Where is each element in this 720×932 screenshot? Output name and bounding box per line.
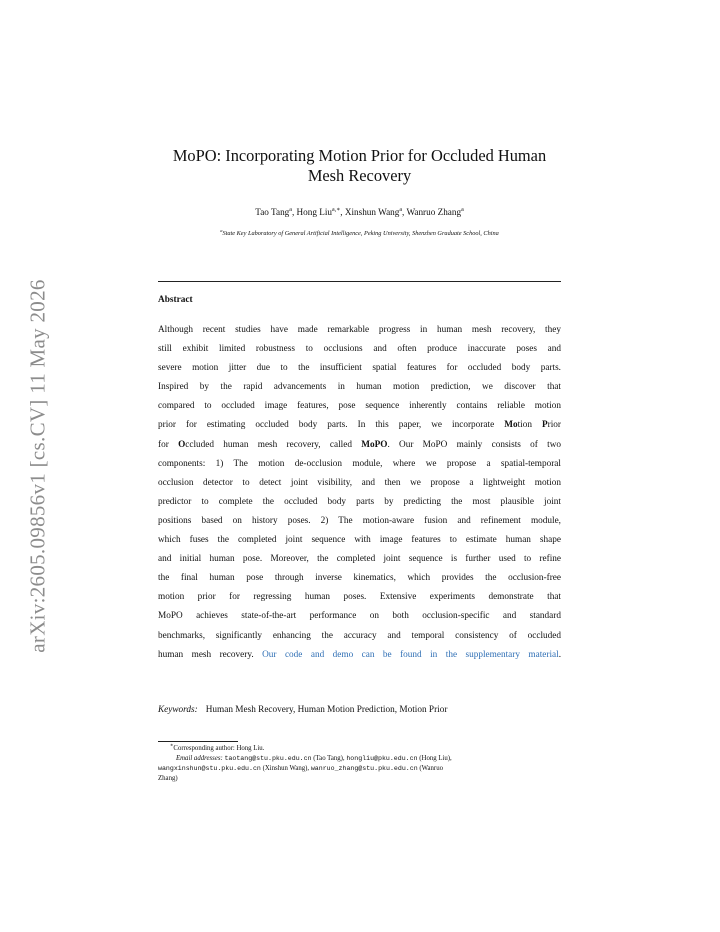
abstract-heading: Abstract [158,295,193,305]
author-list: Tao Tang$^a$, Hong Liu$^{a,∗}$, Xinshun Wang$^a$, Wanruo Zhang$^a$ [255,206,464,217]
mopo-emphasis: O [178,439,186,450]
email-link[interactable]: wanruo_zhang@stu.pku.edu.cn [310,765,418,772]
corresponding-author-note [158,744,561,754]
footnote-text: Corresponding author: Hong Liu. [173,745,265,752]
paper-title [158,146,561,186]
author-name: Tao Tang [255,207,290,217]
abstract-text: . Our MoPO mainly consists of two [387,439,562,450]
author-mark: a,∗ [332,206,341,213]
email-addresses-note-cont [158,764,561,774]
author-mark: a [461,206,464,213]
abstract-body [158,321,561,665]
email-label: Email addresses: [176,755,223,762]
abstract-line: MoPO achieves state-of-the-art performance on both occlusion-specific and standard [158,611,561,622]
abstract-line: compared to occluded image features, pose sequence inherently contains reliable motion [158,401,561,412]
mopo-emphasis: P [542,420,548,431]
email-owner: (Tao Tang), [313,755,345,762]
footnote-mark: ∗ [170,743,174,749]
email-owner: (Xinshun Wang), [262,765,310,772]
mopo-emphasis: MoPO [361,439,388,450]
author-name: Wanruo Zhang [406,207,462,217]
keywords-text: Human Mesh Recovery, Human Motion Prediction, Motion Prior [205,705,448,715]
email-addresses-note-end [158,774,561,784]
abstract-line: which fuses the completed joint sequence with image features to estimate human shape [158,535,561,546]
footnote-rule [158,741,238,742]
abstract-line: benchmarks, significantly enhancing the accuracy and temporal consistency of occluded [158,630,561,641]
affiliation-text: State Key Laboratory of General Artificial Intelligence, Peking University, Shenzhen Graduate School, China [222,230,499,237]
abstract-line: severe motion jitter due to the insufficient spatial features for occluded body parts. [158,363,561,374]
abstract-line [158,436,561,455]
author-name: Xinshun Wang [344,207,400,217]
email-owner: (Wanruo [419,765,443,772]
abstract-line [158,416,561,435]
author-name: Hong Liu [296,207,333,217]
keywords [158,705,561,715]
abstract-text: prior for estimating occluded body parts. In this paper, we incorporate [158,420,495,431]
title-line-2: Mesh Recovery [307,166,412,185]
abstract-text: for [158,439,179,450]
email-link[interactable]: hongliu@pku.edu.cn [346,755,418,762]
abstract-line [158,646,561,665]
abstract-line: motion prior for regressing human poses. Extensive experiments demonstrate that [158,592,561,603]
abstract-text: human mesh recovery. [158,649,254,660]
abstract-top-rule [158,281,561,282]
affiliation-mark: a [220,227,223,233]
email-addresses-note [158,754,561,764]
abstract-line: Inspired by the rapid advancements in human motion prediction, we discover that [158,382,561,393]
abstract-line: components: 1) The motion de-occlusion module, where we propose a spatial-temporal [158,458,561,469]
email-link[interactable]: wangxinshun@stu.pku.edu.cn [158,765,261,772]
abstract-line: positions based on history poses. 2) The motion-aware fusion and refinement module, [158,515,561,526]
abstract-line: still exhibit limited robustness to occlusions and often produce inaccurate poses and [158,344,561,355]
email-owner: Zhang) [158,775,178,782]
supplementary-link[interactable]: Our code and demo can be found in the supplementary material [262,649,559,660]
author-mark: a [399,206,403,213]
email-link[interactable]: taotang@stu.pku.edu.cn [224,755,312,762]
affiliation [158,227,561,237]
keywords-label: Keywords: [158,705,198,715]
email-owner: (Hong Liu), [419,755,452,762]
abstract-text: rior [547,420,562,431]
abstract-line: and initial human pose. Moreover, the completed joint sequence is further used to refine [158,554,561,565]
abstract-line: Although recent studies have made remarkable progress in human mesh recovery, they [158,325,561,335]
abstract-text: tion [517,420,542,431]
author-mark: a [289,206,292,213]
footnotes [158,744,561,784]
abstract-text: ccluded human mesh recovery, called [185,439,362,450]
abstract-line: the final human pose through inverse kinematics, which provides the occlusion-free [158,573,561,584]
abstract-line: predictor to complete the occluded body parts by predicting the most plausible joint [158,496,561,507]
abstract-line: occlusion detector to detect joint visibility, and then we propose a lightweight motion [158,477,561,488]
mopo-emphasis: Mo [504,420,518,431]
abstract-text: . [558,649,562,660]
arxiv-stamp: arXiv:2605.09856v1 [cs.CV] 11 May 2026 [25,279,50,653]
title-line-1: MoPO: Incorporating Motion Prior for Occluded Human [172,146,547,165]
